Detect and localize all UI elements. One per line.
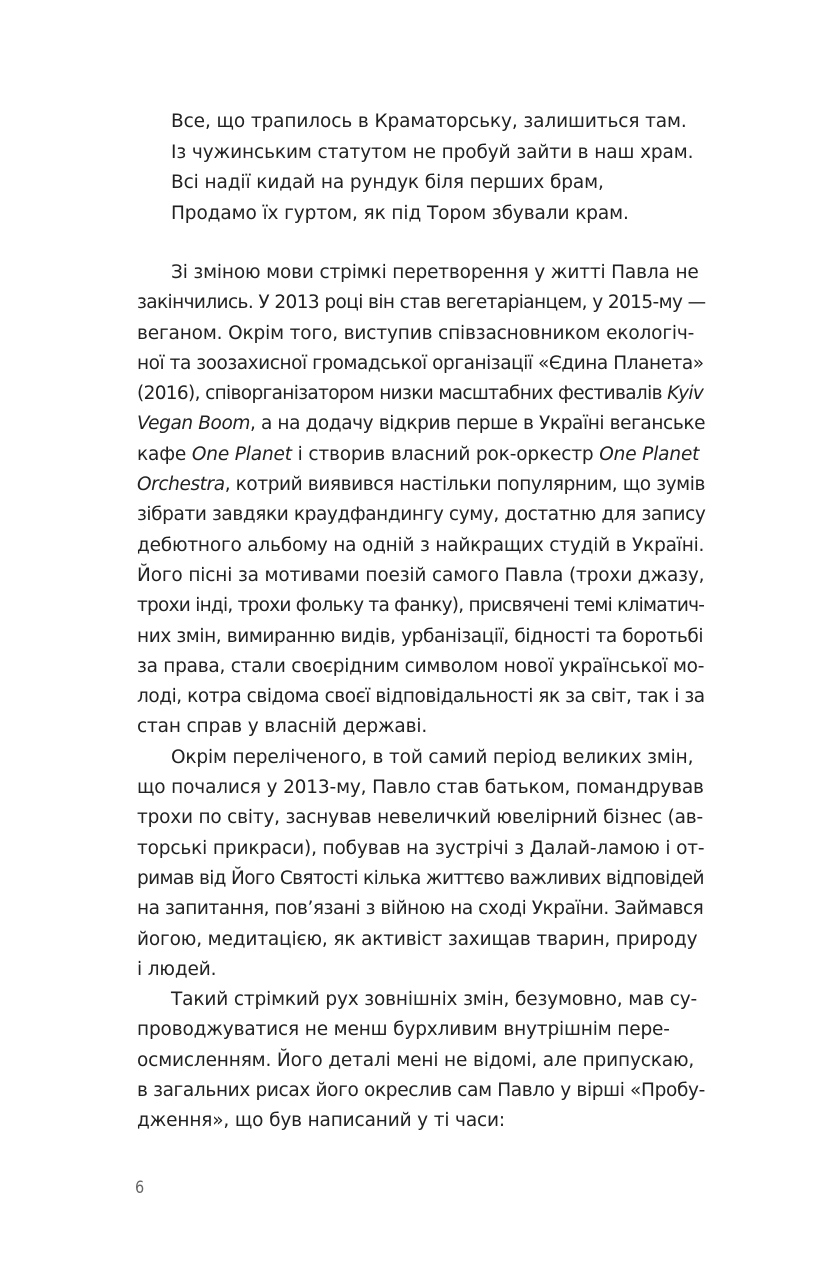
- text-line: дебютного альбому на одній з найкращих студій в Україні.: [137, 534, 705, 556]
- text-line: [137, 440, 705, 470]
- text-line: зібрати завдяки краудфандингу суму, достатню для запису: [137, 504, 706, 526]
- text-line: Такий стрімкий рух зовнішніх змін, безумовно, мав су-: [171, 989, 698, 1011]
- text-line: йогою, медитацією, як активіст захищав тварин, природу: [137, 928, 698, 950]
- text-line: на запитання, пов’язані з війною на сході України. Займався: [137, 898, 704, 920]
- verse-line: Всі надії кидай на рундук біля перших брам,: [171, 172, 604, 193]
- italic-title: One Planet: [191, 443, 292, 465]
- text-line: веганом. Окрім того, виступив співзасновником екологіч-: [137, 322, 695, 344]
- italic-title: One Planet: [599, 443, 700, 465]
- text-line: [137, 409, 705, 439]
- text-line: [137, 379, 705, 409]
- text-line: [137, 470, 705, 500]
- text-line: в загальних рисах його окреслив сам Павло у вірші «Пробу-: [137, 1080, 705, 1102]
- text-line: що почалися у 2013-му, Павло став батьком, помандрував: [137, 777, 704, 799]
- text-run: кафе: [137, 443, 192, 465]
- paragraph-1: [137, 258, 705, 743]
- verse-line: Продамо їх гуртом, як під Тором збували крам.: [171, 202, 629, 224]
- text-run: і створив власний рок-оркестр: [291, 443, 600, 465]
- verse-block: [171, 107, 731, 229]
- text-run: (2016), співорганізатором низки масштабних фестивалів: [137, 383, 668, 405]
- italic-title: Vegan Boom: [137, 413, 250, 435]
- italic-title: Kyiv: [667, 383, 704, 405]
- text-line: закінчились. У 2013 році він став вегетаріанцем, у 2015-му —: [137, 292, 706, 314]
- text-line: проводжуватися не менш бурхливим внутрішнім пере-: [137, 1019, 670, 1041]
- text-line: за права, стали своєрідним символом нової української мо-: [137, 655, 705, 677]
- verse-line: Із чужинським статутом не пробуй зайти в наш храм.: [171, 141, 694, 163]
- text-line: стан справ у власній державі.: [137, 716, 428, 738]
- text-run: , а на додачу відкрив перше в Україні веганське: [250, 413, 706, 435]
- page-number: 6: [135, 1178, 145, 1198]
- text-line: і людей.: [137, 958, 217, 980]
- text-line: римав від Його Святості кілька життєво важливих відповідей: [137, 867, 704, 889]
- italic-title: Orchestra: [137, 474, 225, 496]
- text-line: осмисленням. Його деталі мені не відомі, але припускаю,: [137, 1049, 695, 1071]
- body-text: [137, 258, 705, 1137]
- paragraph-2: [137, 743, 705, 985]
- text-line: ної та зоозахисної громадської організації «Єдина Планета»: [137, 352, 704, 374]
- paragraph-3: [137, 985, 705, 1136]
- text-line: Зі зміною мови стрімкі перетворення у житті Павла не: [171, 262, 699, 283]
- text-line: лоді, котра свідома своєї відповідальності як за світ, так і за: [137, 686, 705, 708]
- text-run: , котрий виявився настільки популярним, що зумів: [224, 474, 705, 496]
- text-line: Його пісні за мотивами поезій самого Павла (трохи джазу,: [137, 564, 705, 586]
- text-line: трохи по світу, заснував невеличкий ювелірний бізнес (ав-: [137, 807, 703, 829]
- text-line: дження», що був написаний у ті часи:: [137, 1110, 506, 1132]
- text-line: Окрім переліченого, в той самий період великих змін,: [171, 746, 694, 768]
- text-line: них змін, вимиранню видів, урбанізації, бідності та боротьбі: [137, 625, 704, 647]
- verse-line: Все, що трапилось в Краматорську, залишиться там.: [171, 111, 687, 132]
- text-line: торські прикраси), побував на зустрічі з Далай-ламою і от-: [137, 837, 705, 859]
- text-line: трохи інді, трохи фольку та фанку), присвячені темі кліматич-: [137, 595, 705, 617]
